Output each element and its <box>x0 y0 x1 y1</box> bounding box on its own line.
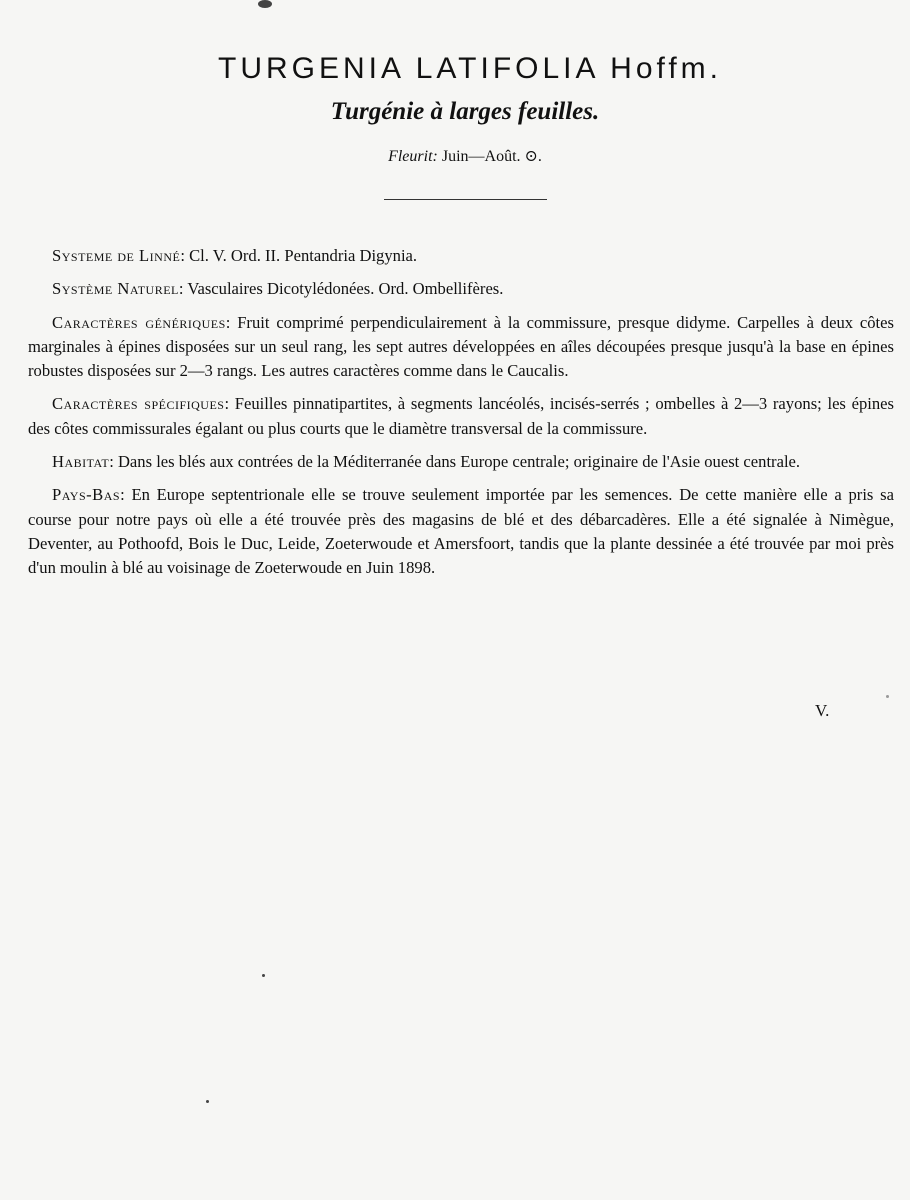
section-heading: Pays-Bas <box>52 485 121 505</box>
section-netherlands <box>28 483 894 580</box>
section-text: : Fruit comprimé perpendiculairement à la commissure, presque didyme. Carpelles à deux côtes marginales à épines disposées sur un seul rang, les sept autres développées en aîles découpées presque jusqu'à la base en épines robustes disposées sur 2—3 rangs. Les autres caractères comme dans le Caucalis. <box>28 312 894 381</box>
section-habitat <box>28 450 894 474</box>
section-generic-characters <box>28 311 894 384</box>
section-natural-system <box>28 277 894 301</box>
section-text: : Vasculaires Dicotylédonées. Ord. Ombellifères. <box>178 279 504 299</box>
document-body <box>28 244 894 590</box>
flowering-value: Juin—Août. ⊙. <box>437 148 542 165</box>
section-text: : Cl. V. Ord. II. Pentandria Digynia. <box>180 246 418 265</box>
section-linnaeus <box>28 244 894 268</box>
section-heading: Systeme de Linné <box>52 246 181 265</box>
section-text: : Feuilles pinnatipartites, à segments lancéolés, incisés-serrés ; ombelles à 2—3 rayons; les épines des côtes commissurales égalant ou plus courts que le diamètre transversal de la commissure. <box>28 394 894 438</box>
flowering-label: Fleurit: <box>388 148 438 165</box>
section-heading: Habitat <box>52 452 110 472</box>
title-divider <box>384 199 547 200</box>
page-subtitle: Turgénie à larges feuilles. <box>330 98 600 125</box>
section-text: : En Europe septentrionale elle se trouve seulement importée par les semences. De cette manière elle a pris sa course pour notre pays où elle a été trouvée près des magasins de blé et des débarcadères. Elle a été signalée à Nimègue, Deventer, au Pothoofd, Bois le Duc, Leide, Zoeterwoude et Amersfoort, tandis que la plante dessinée a été trouvée par moi près d'un moulin à blé au voisinage de Zoeterwoude en Juin 1898. <box>28 485 894 578</box>
page-title: TURGENIA LATIFOLIA Hoffm. <box>218 52 722 85</box>
ink-speck <box>886 695 889 698</box>
flowering-line <box>0 146 910 166</box>
ink-speck <box>206 1100 209 1103</box>
ink-speck <box>258 0 272 8</box>
ink-speck <box>262 974 265 977</box>
section-specific-characters <box>28 392 894 441</box>
section-text: : Dans les blés aux contrées de la Méditerranée dans Europe centrale; originaire de l'Asie ouest centrale. <box>109 452 801 472</box>
author-signature: V. <box>815 701 830 720</box>
section-heading: Caractères génériques <box>52 312 226 332</box>
section-heading: Système Naturel <box>52 279 179 299</box>
section-heading: Caractères spécifiques <box>52 394 225 414</box>
